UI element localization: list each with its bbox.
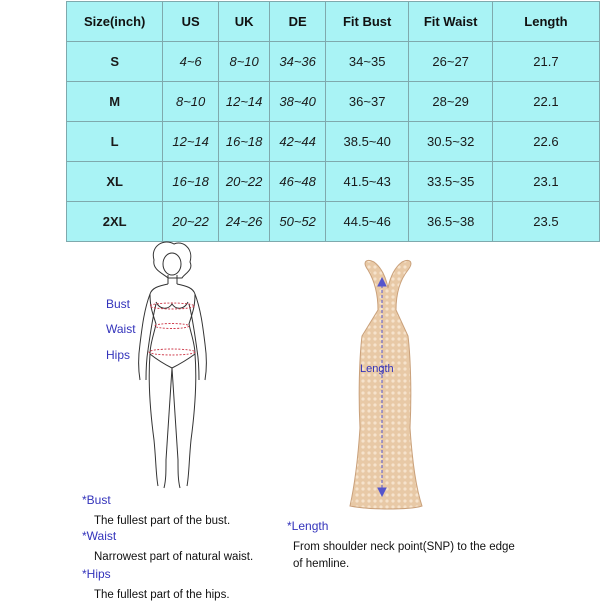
cell-bust: 36~37 — [325, 82, 408, 122]
waist-label: Waist — [106, 322, 136, 336]
cell-waist: 30.5~32 — [409, 122, 492, 162]
cell-size: L — [67, 122, 163, 162]
cell-uk: 24~26 — [218, 202, 269, 242]
cell-uk: 8~10 — [218, 42, 269, 82]
cell-de: 42~44 — [270, 122, 326, 162]
cell-bust: 44.5~46 — [325, 202, 408, 242]
definition-desc: From shoulder neck point(SNP) to the edge of hemline. — [293, 541, 515, 570]
cell-length: 22.1 — [492, 82, 599, 122]
cell-us: 16~18 — [163, 162, 219, 202]
table-row — [67, 162, 600, 202]
hips-label: Hips — [106, 348, 131, 362]
cell-us: 4~6 — [163, 42, 219, 82]
header-us: US — [163, 2, 219, 42]
cell-uk: 12~14 — [218, 82, 269, 122]
cell-bust: 34~35 — [325, 42, 408, 82]
size-chart-table — [66, 1, 600, 242]
cell-uk: 20~22 — [218, 162, 269, 202]
definition-length — [287, 519, 527, 573]
cell-length: 23.1 — [492, 162, 599, 202]
bust-label: Bust — [106, 297, 131, 311]
cell-waist: 26~27 — [409, 42, 492, 82]
cell-size: M — [67, 82, 163, 122]
table-header-row — [67, 2, 600, 42]
definition-waist — [82, 529, 253, 566]
definition-desc: The fullest part of the hips. — [94, 589, 230, 601]
cell-de: 46~48 — [270, 162, 326, 202]
cell-us: 12~14 — [163, 122, 219, 162]
cell-waist: 36.5~38 — [409, 202, 492, 242]
cell-de: 34~36 — [270, 42, 326, 82]
definition-hips — [82, 567, 230, 604]
cell-bust: 38.5~40 — [325, 122, 408, 162]
cell-de: 50~52 — [270, 202, 326, 242]
cell-us: 8~10 — [163, 82, 219, 122]
definition-term: *Length — [287, 519, 329, 533]
header-length: Length — [492, 2, 599, 42]
cell-length: 22.6 — [492, 122, 599, 162]
cell-waist: 28~29 — [409, 82, 492, 122]
definition-term: *Bust — [82, 493, 111, 507]
cell-size: XL — [67, 162, 163, 202]
table-row — [67, 42, 600, 82]
header-size: Size(inch) — [67, 2, 163, 42]
definition-desc: The fullest part of the bust. — [94, 515, 231, 527]
header-de: DE — [270, 2, 326, 42]
cell-uk: 16~18 — [218, 122, 269, 162]
table-row — [67, 202, 600, 242]
cell-waist: 33.5~35 — [409, 162, 492, 202]
definition-bust — [82, 493, 230, 530]
body-measurement-figure — [120, 240, 230, 490]
definition-desc: Narrowest part of natural waist. — [94, 551, 254, 563]
cell-us: 20~22 — [163, 202, 219, 242]
table-row — [67, 122, 600, 162]
header-fit-waist: Fit Waist — [409, 2, 492, 42]
cell-length: 23.5 — [492, 202, 599, 242]
table-row — [67, 82, 600, 122]
garment-length-label: Length — [360, 363, 394, 375]
garment-length-diagram — [330, 258, 440, 513]
definition-term: *Waist — [82, 529, 117, 543]
definition-term: *Hips — [82, 567, 111, 581]
header-uk: UK — [218, 2, 269, 42]
cell-bust: 41.5~43 — [325, 162, 408, 202]
header-fit-bust: Fit Bust — [325, 2, 408, 42]
cell-length: 21.7 — [492, 42, 599, 82]
cell-size: S — [67, 42, 163, 82]
cell-de: 38~40 — [270, 82, 326, 122]
cell-size: 2XL — [67, 202, 163, 242]
